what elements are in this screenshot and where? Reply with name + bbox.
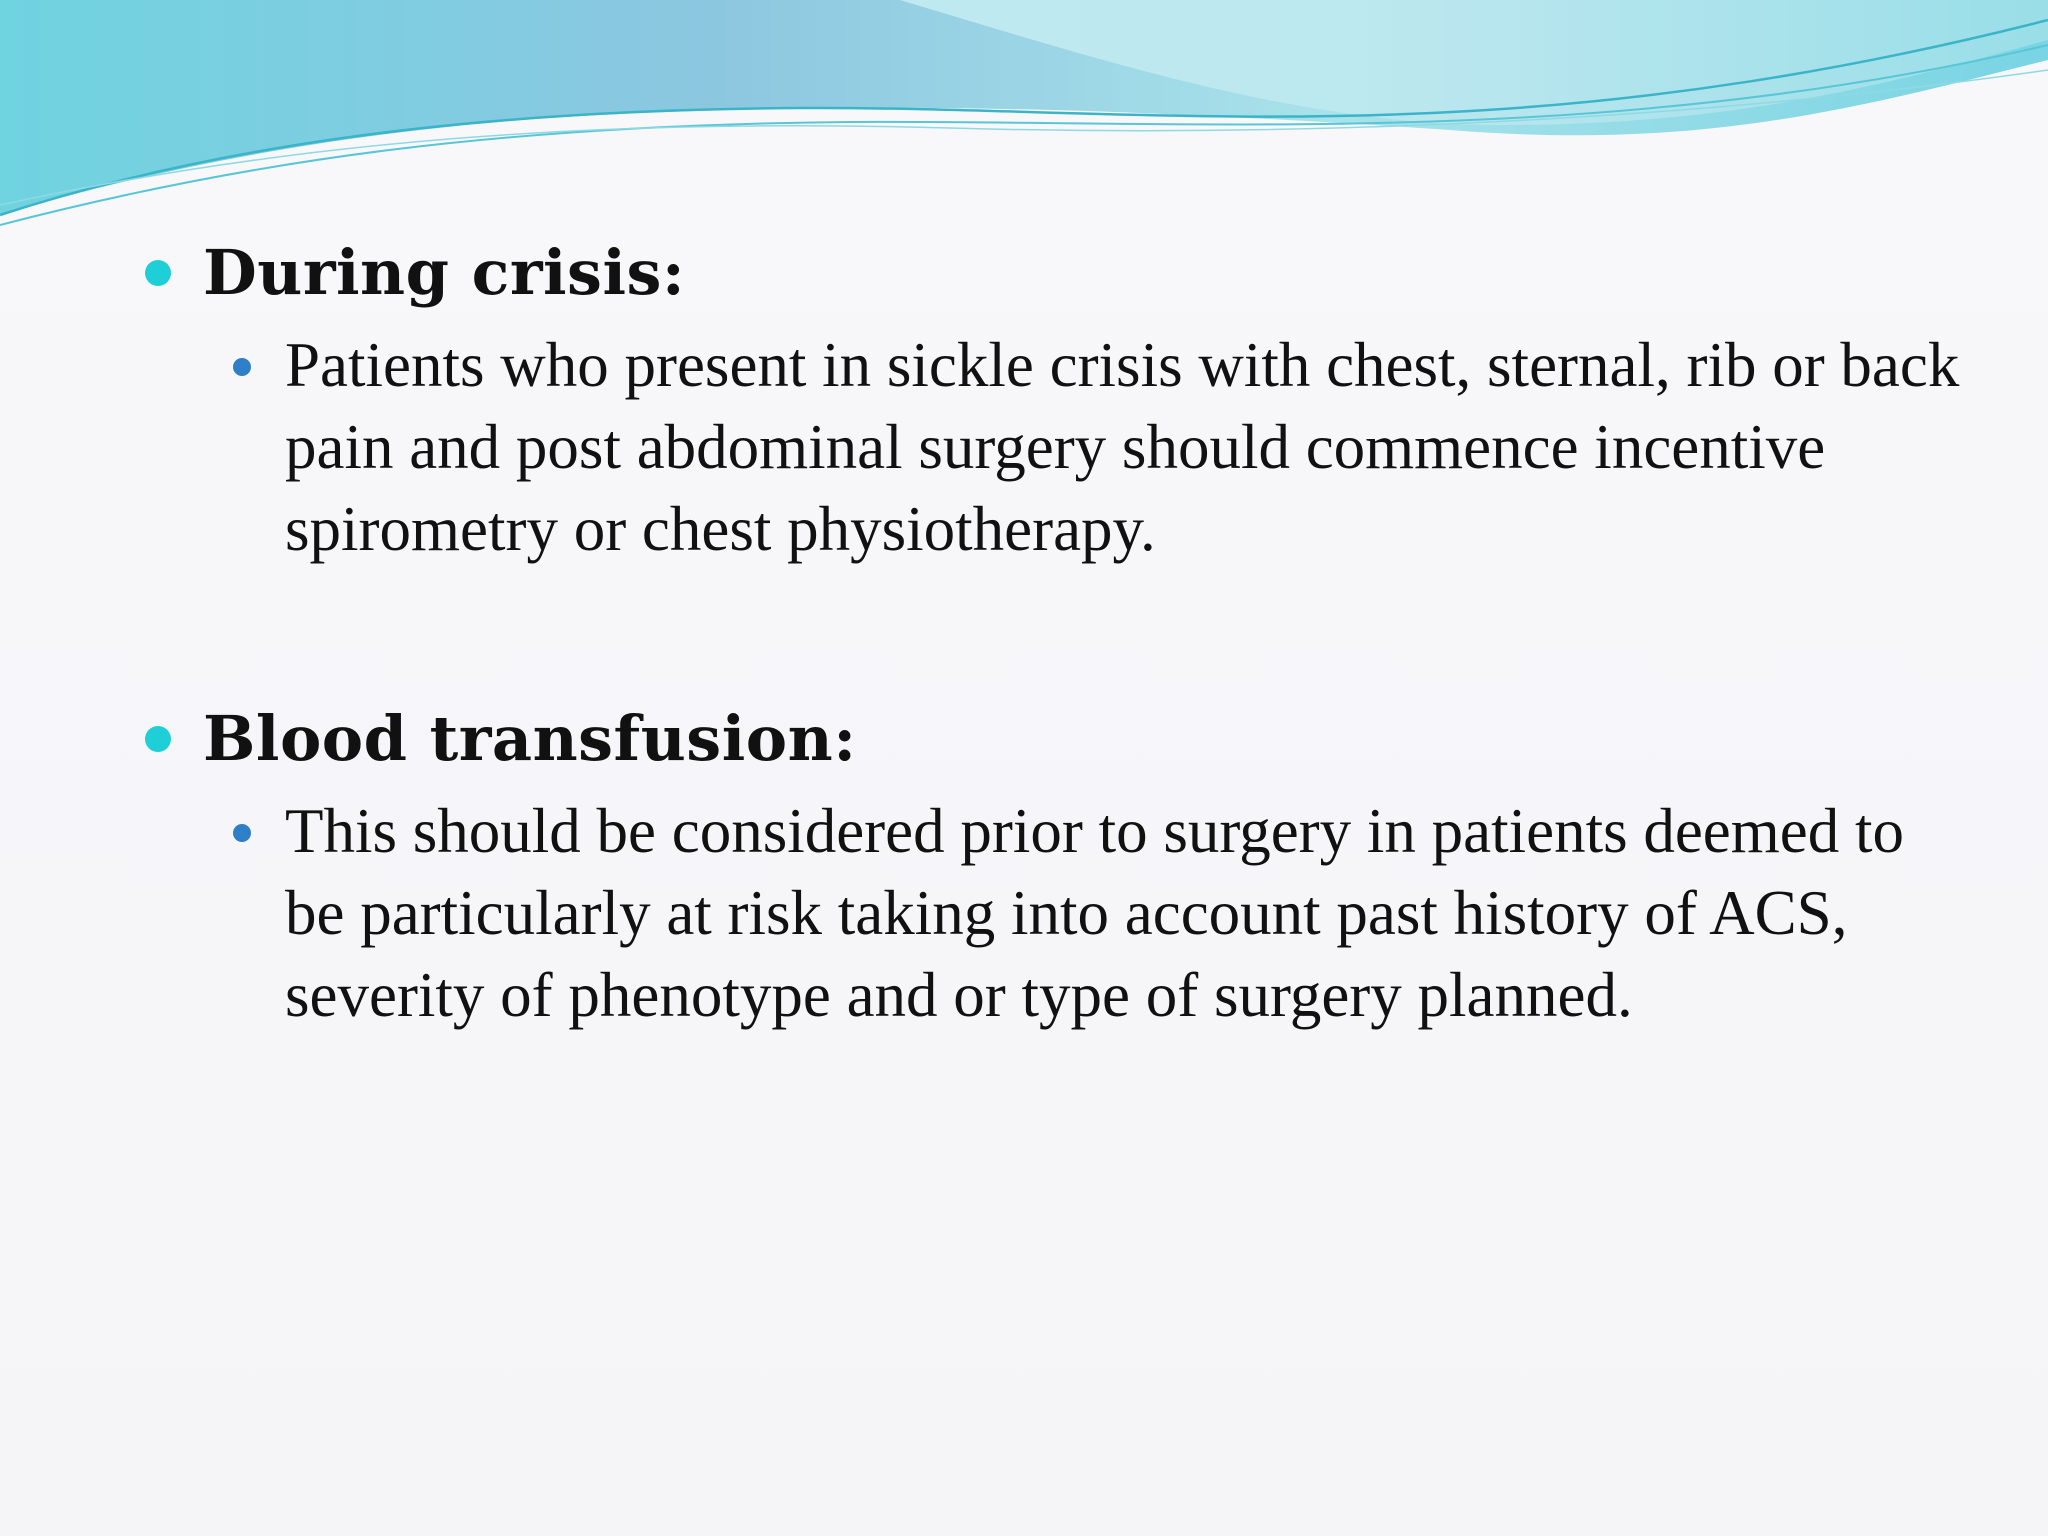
section-blood-transfusion [145,694,1945,1036]
header-wave-decoration [0,0,2048,240]
sub-bullet-item [233,790,1945,1036]
main-bullet-icon [145,260,171,286]
sub-bullet-text: Patients who present in sickle crisis with chest, sternal, rib or back pain and post abdominal surgery should commence incentive spirometry or chest physiotherapy. [285,330,1960,564]
section-heading: During crisis: [203,236,686,309]
heading-row [145,228,1945,318]
main-bullet-icon [145,726,171,752]
sub-bullet-icon [233,824,251,842]
sub-bullet-text: This should be considered prior to surgery in patients deemed to be particularly at risk taking into account past history of ACS, severity of phenotype and or type of surgery planned. [285,796,1904,1030]
sub-bullet-item [233,324,1960,570]
section-during-crisis [145,228,1960,570]
sub-bullet-icon [233,358,251,376]
heading-row [145,694,1945,784]
section-heading: Blood transfusion: [203,702,857,775]
